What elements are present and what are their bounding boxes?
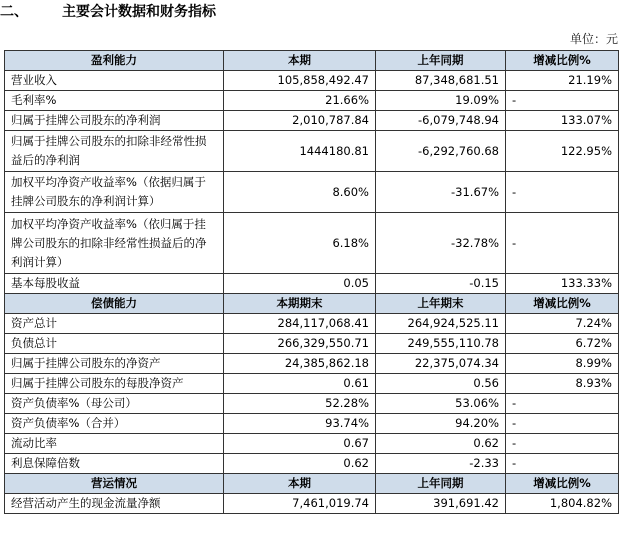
current-value: 7,461,019.74 [224,494,376,514]
prior-value: 94.20% [376,414,506,434]
prior-value: -6,292,760.68 [376,131,506,172]
prior-value: 249,555,110.78 [376,334,506,354]
prior-value: -2.33 [376,454,506,474]
header-cell: 增减比例% [506,474,619,494]
change-percent: - [506,91,619,111]
row-label: 归属于挂牌公司股东的净资产 [5,354,224,374]
current-value: 284,117,068.41 [224,314,376,334]
prior-value: 87,348,681.51 [376,71,506,91]
unit-label: 单位：元 [569,32,618,46]
table-row [5,334,619,354]
row-label: 归属于挂牌公司股东的扣除非经常性损益后的净利润 [5,131,224,172]
header-cell: 增减比例% [506,294,619,314]
prior-value: -31.67% [376,172,506,213]
change-percent: 21.19% [506,71,619,91]
header-cell: 上年同期 [376,51,506,71]
header-cell: 本期 [224,474,376,494]
table-row [5,314,619,334]
section-heading [0,0,216,24]
table-header-row [5,474,619,494]
change-percent: - [506,454,619,474]
row-label: 营业收入 [5,71,224,91]
header-cell: 上年同期 [376,474,506,494]
row-label: 流动比率 [5,434,224,454]
current-value: 52.28% [224,394,376,414]
change-percent: 8.93% [506,374,619,394]
change-percent: 1,804.82% [506,494,619,514]
change-percent: - [506,434,619,454]
header-cell: 上年期末 [376,294,506,314]
current-value: 1444180.81 [224,131,376,172]
row-label: 资产负债率%（合并） [5,414,224,434]
prior-value: 0.62 [376,434,506,454]
header-cell: 增减比例% [506,51,619,71]
current-value: 0.67 [224,434,376,454]
section-number: 二、 [0,4,28,20]
table-row [5,91,619,111]
current-value: 24,385,862.18 [224,354,376,374]
header-cell: 偿债能力 [5,294,224,314]
current-value: 0.05 [224,274,376,294]
financial-indicators-table [4,50,619,514]
current-value: 105,858,492.47 [224,71,376,91]
prior-value: 0.56 [376,374,506,394]
table-row [5,434,619,454]
prior-value: -0.15 [376,274,506,294]
change-percent: - [506,172,619,213]
current-value: 8.60% [224,172,376,213]
row-label: 基本每股收益 [5,274,224,294]
table-row [5,494,619,514]
current-value: 6.18% [224,213,376,274]
section-title: 主要会计数据和财务指标 [62,4,216,20]
header-cell: 本期期末 [224,294,376,314]
change-percent: 122.95% [506,131,619,172]
change-percent: 6.72% [506,334,619,354]
row-label: 负债总计 [5,334,224,354]
change-percent: - [506,394,619,414]
row-label: 加权平均净资产收益率%（依归属于挂牌公司股东的扣除非经常性损益后的净利润计算） [5,213,224,274]
prior-value: -32.78% [376,213,506,274]
table-row [5,111,619,131]
table-row [5,354,619,374]
table-row [5,454,619,474]
current-value: 0.61 [224,374,376,394]
row-label: 资产总计 [5,314,224,334]
table-row [5,374,619,394]
prior-value: 19.09% [376,91,506,111]
prior-value: 22,375,074.34 [376,354,506,374]
table-header-row [5,51,619,71]
row-label: 利息保障倍数 [5,454,224,474]
current-value: 93.74% [224,414,376,434]
current-value: 2,010,787.84 [224,111,376,131]
change-percent: 133.33% [506,274,619,294]
row-label: 归属于挂牌公司股东的每股净资产 [5,374,224,394]
prior-value: 53.06% [376,394,506,414]
current-value: 266,329,550.71 [224,334,376,354]
prior-value: -6,079,748.94 [376,111,506,131]
change-percent: - [506,213,619,274]
prior-value: 264,924,525.11 [376,314,506,334]
current-value: 21.66% [224,91,376,111]
current-value: 0.62 [224,454,376,474]
table-row [5,213,619,274]
header-cell: 本期 [224,51,376,71]
table-row [5,71,619,91]
table-row [5,394,619,414]
table-header-row [5,294,619,314]
header-cell: 盈利能力 [5,51,224,71]
prior-value: 391,691.42 [376,494,506,514]
table-row [5,131,619,172]
change-percent: 133.07% [506,111,619,131]
change-percent: 7.24% [506,314,619,334]
row-label: 加权平均净资产收益率%（依据归属于挂牌公司股东的净利润计算） [5,172,224,213]
table-row [5,274,619,294]
row-label: 资产负债率%（母公司） [5,394,224,414]
table-row [5,414,619,434]
row-label: 毛利率% [5,91,224,111]
change-percent: 8.99% [506,354,619,374]
row-label: 归属于挂牌公司股东的净利润 [5,111,224,131]
row-label: 经营活动产生的现金流量净额 [5,494,224,514]
header-cell: 营运情况 [5,474,224,494]
change-percent: - [506,414,619,434]
table-row [5,172,619,213]
